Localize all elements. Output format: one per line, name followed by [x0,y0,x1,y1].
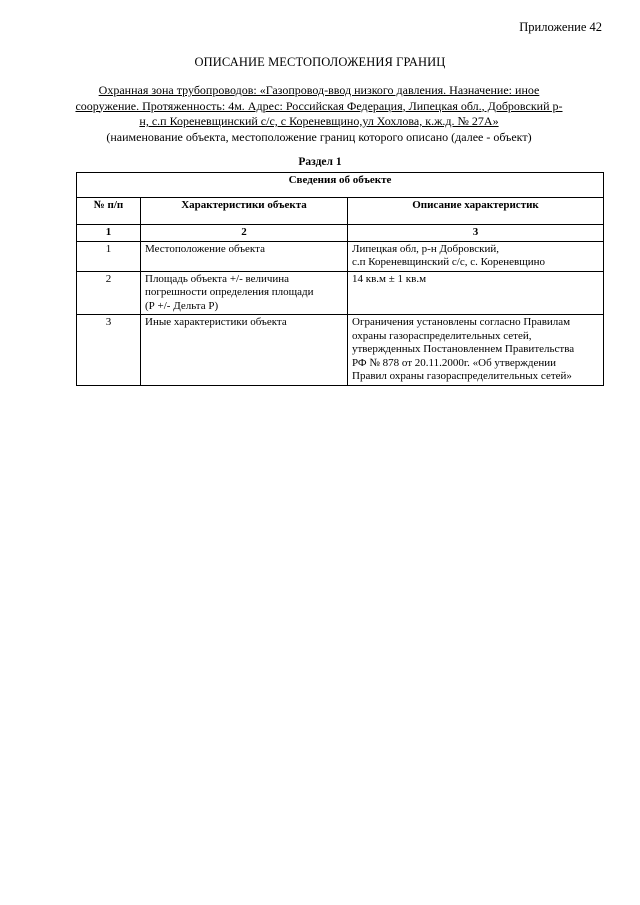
object-line-3: н, с.п Кореневщинский с/с, с Кореневщино,ул Хохлова, к.ж.д. № 27А» [139,114,499,128]
header-characteristic: Характеристики объекта [141,198,348,225]
object-line-1: Охранная зона трубопроводов: «Газопровод-ввод низкого давления. Назначение: иное [98,83,540,97]
page-title: ОПИСАНИЕ МЕСТОПОЛОЖЕНИЯ ГРАНИЦ [194,55,446,69]
description-line: РФ № 878 от 20.11.2000г. «Об утверждении [352,356,556,369]
table-row [77,315,604,386]
description-line: Ограничения установлены согласно Правилам [352,316,571,328]
appendix-label: Приложение 42 [519,20,602,34]
description-line: Липецкая обл, р-н Добровский, [352,242,499,255]
table-row [77,271,604,315]
table-header-row [77,198,604,225]
row-description [348,315,604,386]
col-number: 1 [77,225,141,242]
description-line: с.п Кореневщинский с/с, с. Кореневщино [352,256,545,268]
col-number: 2 [141,225,348,242]
description-line: Правил охраны газораспределительных сетей» [352,370,572,382]
row-characteristic: Иные характеристики объекта [141,315,348,386]
object-description [60,83,578,145]
object-line-2: сооружение. Протяженность: 4м. Адрес: Российская Федерация, Липецкая обл., Добровский р- [75,98,563,113]
header-num: № п/п [77,198,141,225]
row-characteristic [141,271,348,315]
col-number: 3 [348,225,604,242]
column-number-row [77,225,604,242]
row-number: 3 [77,315,141,386]
row-number: 2 [77,271,141,315]
row-characteristic: Местоположение объекта [141,241,348,271]
object-caption: (наименование объекта, местоположение границ которого описано (далее - объект) [106,129,532,144]
row-description: 14 кв.м ± 1 кв.м [348,271,604,315]
row-description [348,241,604,271]
table-title: Сведения об объекте [77,173,604,198]
table-title-row [77,173,604,198]
object-info-table [76,172,604,386]
characteristic-line: (Р +/- Дельта Р) [145,299,219,312]
description-line: охраны газораспределительных сетей, [352,329,532,342]
description-line: утвержденных Постановленнем Правительства [352,343,575,355]
section-label: Раздел 1 [298,156,342,168]
characteristic-line: погрешности определения площади [145,286,314,298]
table-row [77,241,604,271]
row-number: 1 [77,241,141,271]
characteristic-line: Площадь объекта +/- величина [145,272,290,285]
header-description: Описание характеристик [348,198,604,225]
